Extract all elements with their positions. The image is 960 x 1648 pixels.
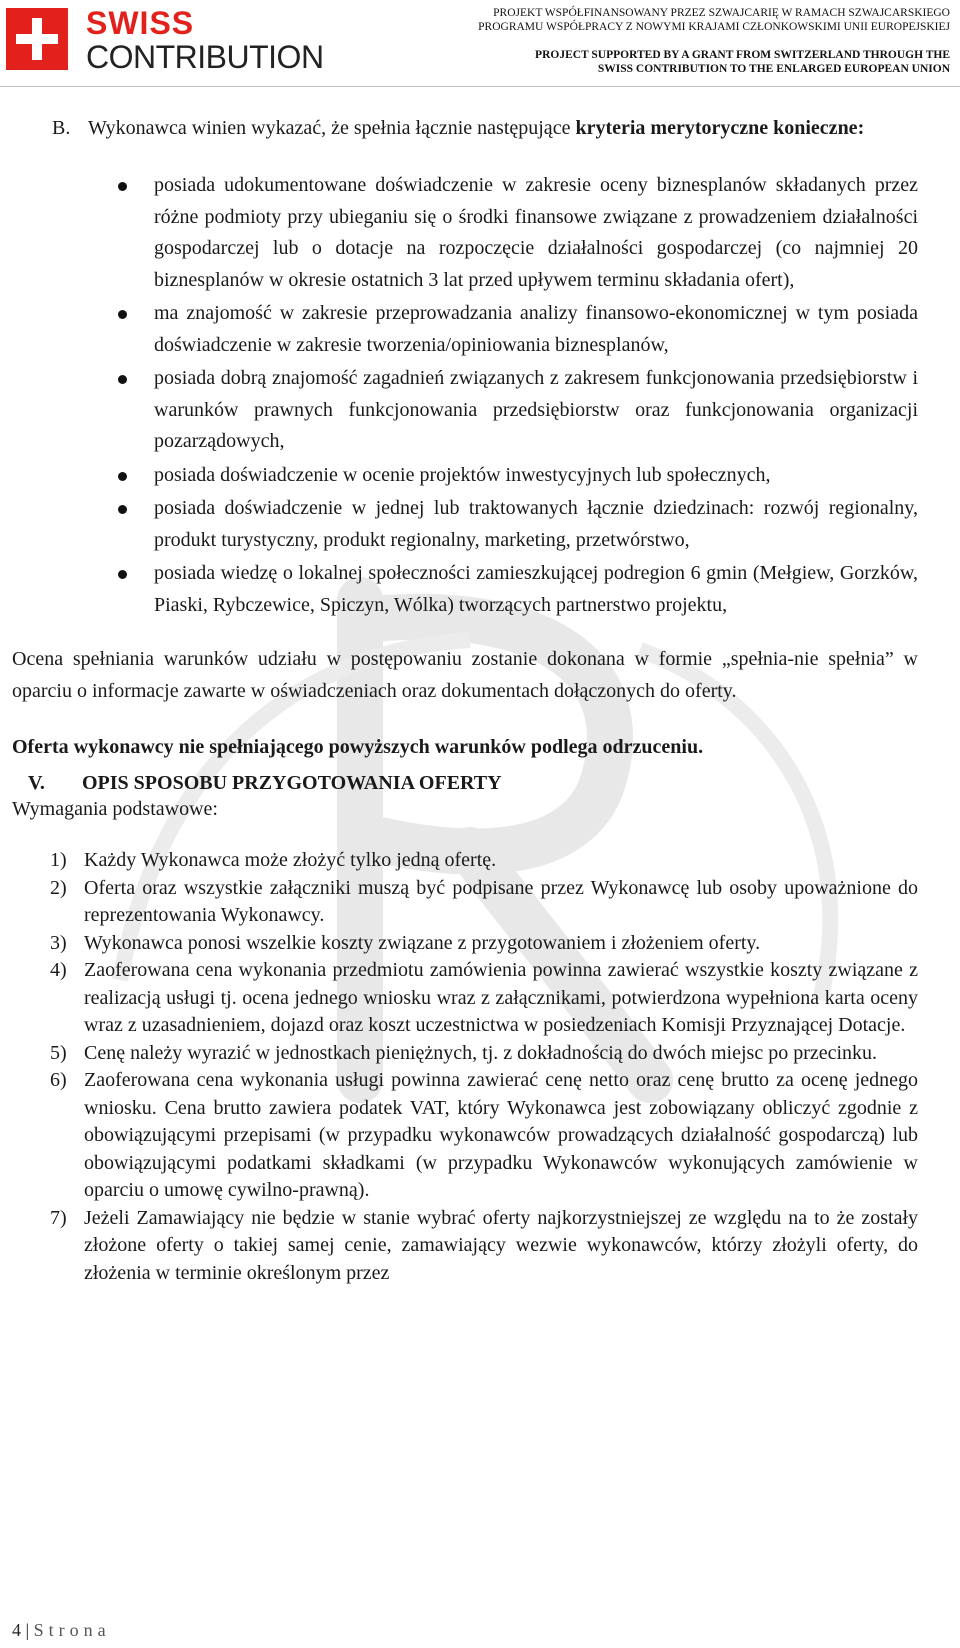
requirement-text: Oferta oraz wszystkie załączniki muszą być podpisane przez Wykonawcę lub osoby upoważnione do reprezentowania Wykonawcy. xyxy=(84,876,918,926)
bullet-icon xyxy=(118,472,127,481)
requirement-text: Każdy Wykonawca może złożyć tylko jedną ofertę. xyxy=(84,849,497,871)
requirement-text: Wykonawca ponosi wszelkie koszty związane z przygotowaniem i złożeniem oferty. xyxy=(84,931,761,954)
swiss-contribution-logo xyxy=(6,5,324,75)
criteria-list xyxy=(12,170,918,621)
swiss-cross-icon xyxy=(6,8,68,70)
requirement-text: Zaoferowana cena wykonania przedmiotu zamówienia powinna zawierać wszystkie koszty związane z realizacją usługi tj. ocena jednego wniosku wraz z załącznikami, potwierdzona wypełniona karta oceny wraz z uzasadnieniem, dojazd oraz koszt uczestnictwa w posiedzeniach Komisji Przyznającej Dotacje. xyxy=(84,959,918,1036)
requirement-text: Zaoferowana cena wykonania usługi powinna zawierać cenę netto oraz cenę brutto za ocenę jednego wniosku. Cena brutto zawiera podatek VAT, który Wykonawca jest zobowiązany obliczyć zgodnie z obowiązującymi przepisami (w przypadku wykonawców prowadzących działalność gospodarczą) lub obowiązującymi podatkami składkami (w przypadku Wykonawców wykonujących zamówienie w oparciu o umowę cywilno-prawną). xyxy=(84,1069,918,1201)
page-footer xyxy=(12,1620,111,1641)
section-b-intro-text: Wykonawca winien wykazać, że spełnia łącznie następujące xyxy=(88,117,571,139)
evaluation-paragraph: Ocena spełniania warunków udziału w postępowaniu zostanie dokonana w formie „spełnia-nie spełnia” w oparciu o informacje zawarte w oświadczeniach oraz dokumentach dołączonych do oferty. xyxy=(12,648,918,702)
rejection-warning: Oferta wykonawcy nie spełniającego powyższych warunków podlega odrzuceniu. xyxy=(12,736,704,758)
bullet-icon xyxy=(118,570,127,579)
bullet-icon xyxy=(118,505,127,514)
page-number: 4 xyxy=(12,1620,22,1640)
header-en-line-1: PROJECT SUPPORTED BY A GRANT FROM SWITZERLAND THROUGH THE xyxy=(535,49,950,61)
header-pl-line-1: PROJEKT WSPÓŁFINANSOWANY PRZEZ SZWAJCARIĘ W RAMACH SZWAJCARSKIEGO xyxy=(493,7,950,19)
requirement-text: Jeżeli Zamawiający nie będzie w stanie wybrać oferty najkorzystniejszej ze względu na to że zostały złożone oferty o takiej samej cenie, zamawiający wezwie wykonawców, którzy złożyli oferty, do złożenia w terminie określonym przez xyxy=(84,1206,918,1284)
requirements-title: Wymagania podstawowe: xyxy=(12,798,218,820)
section-v-number: V. xyxy=(28,772,45,794)
criteria-text: posiada doświadczenie w ocenie projektów inwestycyjnych lub społecznych, xyxy=(154,463,771,486)
page-label: Strona xyxy=(33,1620,111,1640)
requirement-number: 5) xyxy=(50,1041,67,1064)
criteria-item xyxy=(154,170,918,296)
requirement-number: 4) xyxy=(50,959,67,981)
section-v-title: OPIS SPOSOBU PRZYGOTOWANIA OFERTY xyxy=(82,772,502,794)
criteria-text: posiada dobrą znajomość zagadnień związanych z zakresem funkcjonowania przedsiębiorstw i warunków prawnych funkcjonowania przedsiębiorstw oraz funkcjonowania organizacji pozarządowych, xyxy=(154,367,918,452)
criteria-text: posiada doświadczenie w jednej lub traktowanych łącznie dziedzinach: rozwój regionalny, produkt turystyczny, produkt regionalny, marketing, przetwórstwo, xyxy=(154,497,918,551)
requirement-text: Cenę należy wyrazić w jednostkach pieniężnych, tj. z dokładnością do dwóch miejsc po przecinku. xyxy=(84,1041,878,1064)
criteria-item xyxy=(154,363,918,458)
page-header xyxy=(0,0,960,87)
criteria-item xyxy=(154,298,918,361)
requirement-item xyxy=(50,875,918,930)
criteria-text: posiada udokumentowane doświadczenie w zakresie oceny biznesplanów składanych przez różne podmioty przy ubieganiu się o środki finansowe związane z prowadzeniem działalności gospodarczej lub o dotacje na rozpoczęcie działalności gospodarczej (co najmniej 20 biznesplanów w okresie ostatnich 3 lat przed upływem terminu składania ofert), xyxy=(154,174,918,291)
section-b-intro-bold: kryteria merytoryczne konieczne: xyxy=(575,117,865,139)
requirement-item xyxy=(50,1067,918,1205)
requirement-number: 2) xyxy=(50,876,67,899)
logo-contribution-text: CONTRIBUTION xyxy=(86,39,324,75)
header-pl-line-2: PROGRAMU WSPÓŁPRACY Z NOWYMI KRAJAMI CZŁONKOWSKIMI UNII EUROPEJSKIEJ xyxy=(478,21,950,33)
criteria-text: ma znajomość w zakresie przeprowadzania analizy finansowo-ekonomicznej w tym posiada doświadczenie w zakresie tworzenia/opiniowania biznesplanów, xyxy=(154,302,918,356)
criteria-text: posiada wiedzę o lokalnej społeczności zamieszkującej podregion 6 gmin (Mełgiew, Gorzków, Piaski, Rybczewice, Spiczyn, Wólka) tworzących partnerstwo projektu, xyxy=(154,562,918,616)
document-body xyxy=(12,112,918,1287)
requirement-number: 6) xyxy=(50,1069,67,1091)
bullet-icon xyxy=(118,375,127,384)
requirement-item xyxy=(50,847,918,875)
requirement-item xyxy=(50,930,918,958)
requirements-list xyxy=(12,847,918,1287)
criteria-item xyxy=(154,460,918,492)
requirement-number: 7) xyxy=(50,1206,67,1229)
criteria-item xyxy=(154,558,918,621)
requirement-number: 3) xyxy=(50,931,67,954)
requirement-item xyxy=(50,957,918,1040)
criteria-item xyxy=(154,493,918,556)
bullet-icon xyxy=(118,310,127,319)
section-b-intro xyxy=(52,112,918,144)
requirement-item xyxy=(50,1040,918,1068)
logo-swiss-text: SWISS xyxy=(86,5,195,41)
header-program-info xyxy=(478,6,950,76)
requirement-number: 1) xyxy=(50,849,67,871)
section-b-label: B. xyxy=(52,117,71,139)
bullet-icon xyxy=(118,182,127,191)
footer-separator: | xyxy=(25,1620,30,1640)
requirement-item xyxy=(50,1205,918,1288)
header-en-line-2: SWISS CONTRIBUTION TO THE ENLARGED EUROPEAN UNION xyxy=(597,63,950,75)
